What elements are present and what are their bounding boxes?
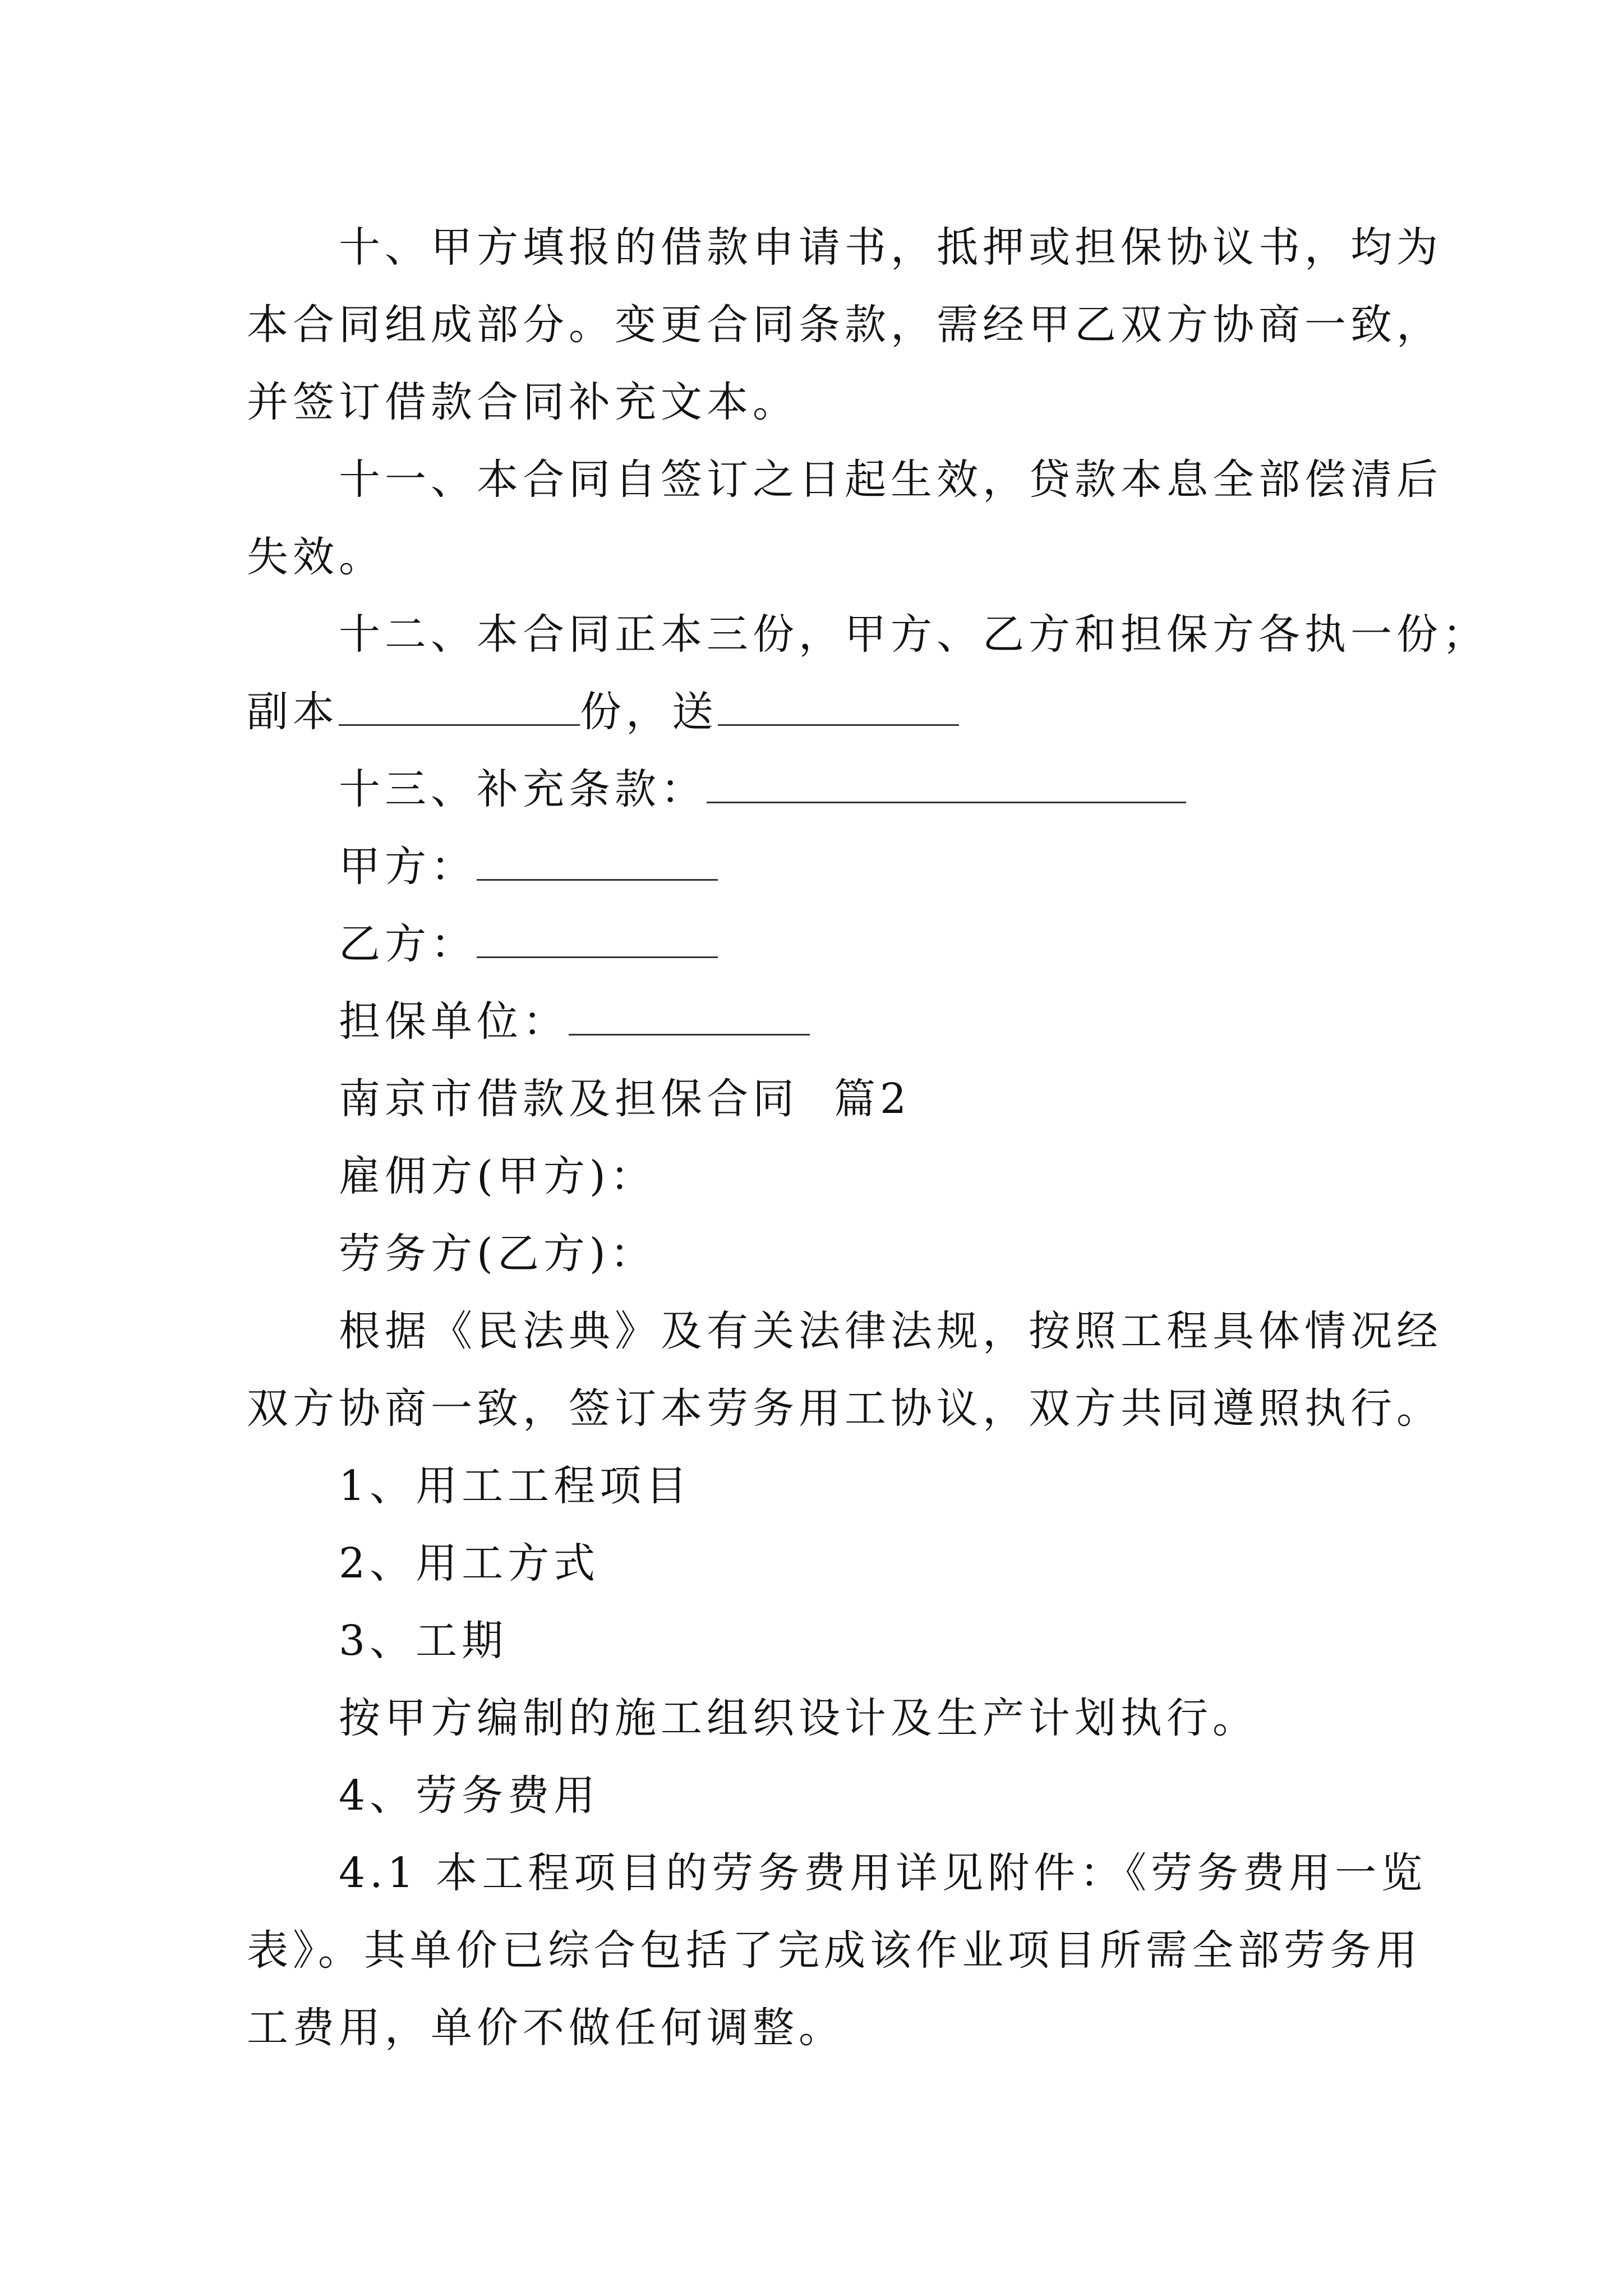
copies-count-blank	[339, 692, 580, 726]
clause-13	[247, 751, 1402, 828]
send-to-label: 份，送	[580, 688, 718, 736]
item-3-heading: 3、工期	[339, 1617, 508, 1665]
guarantor-signature-line	[247, 983, 1402, 1060]
party-b-label: 乙方：	[339, 920, 477, 968]
item-2-heading: 2、用工方式	[339, 1539, 600, 1588]
party-a-label: 甲方：	[339, 843, 477, 891]
clause-10-line-2: 本合同组成部分。变更合同条款，需经甲乙双方协商一致，	[247, 301, 1442, 349]
section-title-part-2: 南京市借款及担保合同 篇2	[339, 1075, 911, 1123]
supplementary-terms-blank	[707, 769, 1186, 803]
item-1-heading: 1、用工工程项目	[339, 1462, 692, 1510]
item-4-1-line-1: 4.1 本工程项目的劳务费用详见附件：《劳务费用一览	[339, 1849, 1427, 1897]
copies-label: 副本	[247, 688, 339, 736]
party-a-blank	[477, 846, 718, 881]
employer-line: 雇佣方(甲方)：	[339, 1152, 656, 1200]
clause-12-line-2	[247, 673, 1402, 751]
item-4-1-line-2: 表》。其单价已综合包括了完成该作业项目所需全部劳务用	[247, 1926, 1422, 1975]
preamble-line-2: 双方协商一致，签订本劳务用工协议，双方共同遵照执行。	[247, 1384, 1442, 1433]
party-b-signature-line	[247, 905, 1402, 983]
send-to-blank	[718, 692, 959, 726]
supplementary-terms-label: 十三、补充条款：	[339, 765, 707, 813]
clause-12-line-1: 十二、本合同正本三份，甲方、乙方和担保方各执一份；	[339, 610, 1488, 659]
item-4-1-line-3: 工费用，单价不做任何调整。	[247, 2004, 845, 2052]
clause-10-line-3: 并签订借款合同补充文本。	[247, 378, 799, 426]
item-4-heading: 4、劳务费用	[339, 1772, 600, 1820]
guarantor-blank	[569, 1001, 810, 1036]
guarantor-label: 担保单位：	[339, 997, 569, 1046]
document-body	[247, 209, 1488, 2067]
item-3-body: 按甲方编制的施工组织设计及生产计划执行。	[339, 1694, 1258, 1742]
worker-line: 劳务方(乙方)：	[339, 1230, 656, 1278]
clause-11-line-1: 十一、本合同自签订之日起生效，贷款本息全部偿清后	[339, 455, 1442, 504]
party-b-blank	[477, 924, 718, 958]
preamble-line-1: 根据《民法典》及有关法律法规，按照工程具体情况经	[339, 1307, 1442, 1355]
clause-10-line-1: 十、甲方填报的借款申请书，抵押或担保协议书，均为	[339, 223, 1442, 272]
party-a-signature-line	[247, 828, 1402, 905]
clause-11-line-2: 失效。	[247, 533, 385, 581]
